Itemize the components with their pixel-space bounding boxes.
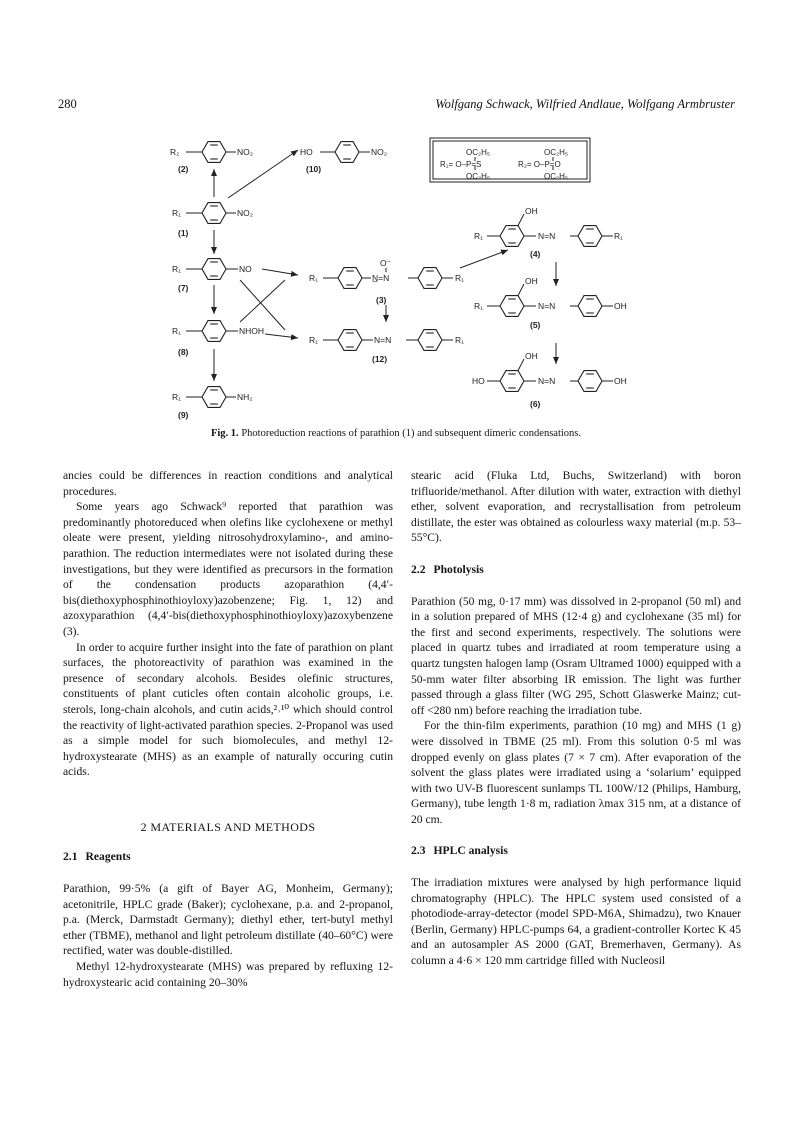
label-oh-4: OH [525,206,538,216]
compound-10-label: (10) [306,164,322,174]
subsection-number: 2.3 [411,844,426,858]
arrow-8-to-12 [265,334,298,338]
label-r1-12a: R₁ [309,335,319,345]
compound-1-label: (1) [178,228,189,238]
paragraph: Parathion (50 mg, 0·17 mm) was dissolved in 2-propanol (50 ml) and in a solution prepared of MHS (12·4 g) and cyclohexane (35 ml) for the first and second experiments, respectively. The solutions were placed in quartz tubes and irradiated at room temperature using a quartz tungsten halogen lamp (Osram Ultramed 1000) equipped with a 50-mm water filter absorbing IR emission. The light was further passed through a glass filter (WG 295, Schott Glaswerke Mainz; cut-off <280 nm) before reaching the irradiation tube. [411,594,741,717]
legend-r1-def: R₁= O–P=S [440,160,482,169]
compound-4-label: (4) [530,249,541,259]
paragraph: stearic acid (Fluka Ltd, Buchs, Switzerland) with boron trifluoride/methanol. After dilution with water, extraction with diethyl ether, solvent evaporation, and recrystallisation from petroleum distillate, the ester was obtained as colourless waxy material (m.p. 53–55°C). [411,469,741,545]
label-r2: R₂ [170,147,180,157]
paragraph: Parathion, 99·5% (a gift of Bayer AG, Monheim, Germany); acetonitrile, HPLC grade (Baker); cyclohexane, p.a. and 2-propanol, p.a. (Merck, Darmstadt Germany); diethyl ether, tert-butyl methyl ether (TBME), methanol and light petroleum distillate (40–60°C) were rectified, water was double-distilled. [63,882,393,958]
label-no2-10: NO₂ [371,147,388,157]
subsection-title: Photolysis [433,562,484,576]
label-azoxy-3: N̲=N [372,273,390,283]
paragraph: The irradiation mixtures were analysed by high performance liquid chromatography (HPLC). The HPLC system used consisted of a photodiode-array-detector (model SPD-M6A, Shimadzu), two Knauer (Berlin, Germany) HPLC-pumps 64, a gradient-controller Kortec K 45 and an autosampler AS 2000 (GAT, Bremerhaven, Germany). As column a 4·6 × 120 mm cartridge filled with Nucleosil [411,876,741,968]
label-azo-5: N=N [538,301,556,311]
label-ho-10: HO [300,147,313,157]
benzene-ring-12a [338,330,362,351]
benzene-ring-4b [578,226,602,247]
left-column [63,468,393,990]
arrow-1-to-10 [228,150,298,198]
compound-2-label: (2) [178,164,189,174]
label-r1-9: R₁ [172,392,182,402]
compound-7-label: (7) [178,283,189,293]
legend-r1-oc2h5-bottom: OC₂H₅ [466,172,491,181]
benzene-ring-3b [418,268,442,289]
label-azo-6: N=N [538,376,556,386]
benzene-ring-5b [578,296,602,317]
arrow-7-to-3 [262,269,298,275]
arrow-3-to-4 [460,250,508,268]
label-o-minus-3: O⁻ [380,258,392,268]
label-azo-4: N=N [538,231,556,241]
label-azo-12: N=N [374,335,392,345]
legend-r2-oc2h5-top: OC₂H₅ [544,148,569,157]
label-no2-1: NO₂ [237,208,254,218]
label-r1-3b: R₁ [455,273,465,283]
label-ho-6: HO [472,376,485,386]
figure-caption [0,428,792,439]
running-head: Wolfgang Schwack, Wilfried Andlaue, Wolfgang Armbruster [435,97,735,111]
benzene-ring-7 [202,259,226,280]
subsection-heading [411,562,741,578]
label-r1-12b: R₁ [455,335,465,345]
label-oh-5b: OH [614,301,627,311]
label-r1-4b: R₁ [614,231,624,241]
benzene-ring-1 [202,203,226,224]
label-oh-6a: OH [525,351,538,361]
compound-12-label: (12) [372,354,388,364]
figure-caption-label: Fig. 1. [210,428,239,439]
section-heading: 2 MATERIALS AND METHODS [140,819,316,834]
page-number: 280 [58,97,77,111]
compound-5-label: (5) [530,320,541,330]
legend-r2-def: R₂= O–P=O [518,160,561,169]
benzene-ring-9 [202,387,226,408]
paragraph: ancies could be differences in reaction conditions and analytical procedures. [63,469,393,498]
benzene-ring-6a [500,371,524,392]
label-no-7: NO [239,264,252,274]
subsection-title: Reagents [85,850,131,864]
benzene-ring-12b [418,330,442,351]
paragraph: Some years ago Schwack⁹ reported that parathion was predominantly photoreduced when olefins like cyclohexene or methyl oleate were present, yielding nitrosohydroxylamino-, and amino-parathion. The reduction intermediates were not isolated during these investigations, but they were identified as precursors in the formation of the condensation products azoparathion (4,4′-bis(diethoxyphosphinothioyloxy)azobenzene; Fig. 1, 12) and azoxyparathion (4,4′-bis(diethoxyphosphinothioyloxy)azoxybenzene (3). [63,500,393,638]
paragraph: In order to acquire further insight into the fate of parathion on plant surfaces, the photoreactivity of parathion was examined in the presence of secondary alcohols. Besides olefinic structures, constituents of plant cuticles often contain alcoholic groups, i.e. sterols, long-chain alcohols, and cutin acids,²˒¹⁰ which should control the reactivity of light-activated parathion species. 2-Propanol was used as a simple model for such biomolecules, and methyl 12-hydroxystearate (MHS) as an example of naturally occuring cutin acids. [63,640,393,779]
benzene-ring-3a [338,268,362,289]
compound-9-label: (9) [178,410,189,420]
label-r1-7: R₁ [172,264,182,274]
subsection-number: 2.1 [63,850,78,864]
label-oh-6b: OH [614,376,627,386]
label-r1-1: R₁ [172,208,182,218]
subsection-title: HPLC analysis [433,844,508,858]
right-column [411,468,741,969]
benzene-ring-2 [202,142,226,163]
subsection-heading [63,849,393,865]
compound-8-label: (8) [178,347,189,357]
benzene-ring-5a [500,296,524,317]
compound-6-label: (6) [530,399,541,409]
compound-3-label: (3) [376,295,387,305]
label-no2-2: NO₂ [237,147,254,157]
subsection-number: 2.2 [411,562,426,576]
label-r1-4a: R₁ [474,231,484,241]
subsection-heading [411,843,741,859]
label-oh-5a: OH [525,276,538,286]
reaction-scheme-figure [0,0,792,440]
label-nh2-9: NH₂ [237,392,253,402]
benzene-ring-8 [202,321,226,342]
legend-r2-oc2h5-bottom: OC₂H₅ [544,172,569,181]
label-r1-3a: R₁ [309,273,319,283]
benzene-ring-6b [578,371,602,392]
figure-caption-text: Photoreduction reactions of parathion (1) and subsequent dimeric condensations. [238,428,582,439]
label-r1-8: R₁ [172,326,182,336]
label-r1-5: R₁ [474,301,484,311]
paragraph: For the thin-film experiments, parathion (10 mg) and MHS (1 g) were dissolved in TBME (25 ml). From this solution 0·5 ml was dropped evenly on glass plates (7 × 7 cm). After evaporation of the solvent the glass plates were irradiated using a ‘solarium’ equipped with two UV-B fluorescent sunlamps TL 100W/12 (Philips, Hamburg, Germany), tube length 1·8 m, radiation λmax 315 nm, at a distance of 20 cm. [411,719,741,826]
label-nhoh-8: NHOH [239,326,265,336]
legend-r1-oc2h5-top: OC₂H₅ [466,148,491,157]
benzene-ring-10 [335,142,359,163]
paragraph: Methyl 12-hydroxystearate (MHS) was prepared by refluxing 12-hydroxystearic acid containing 20–30% [63,960,393,989]
benzene-ring-4a [500,226,524,247]
